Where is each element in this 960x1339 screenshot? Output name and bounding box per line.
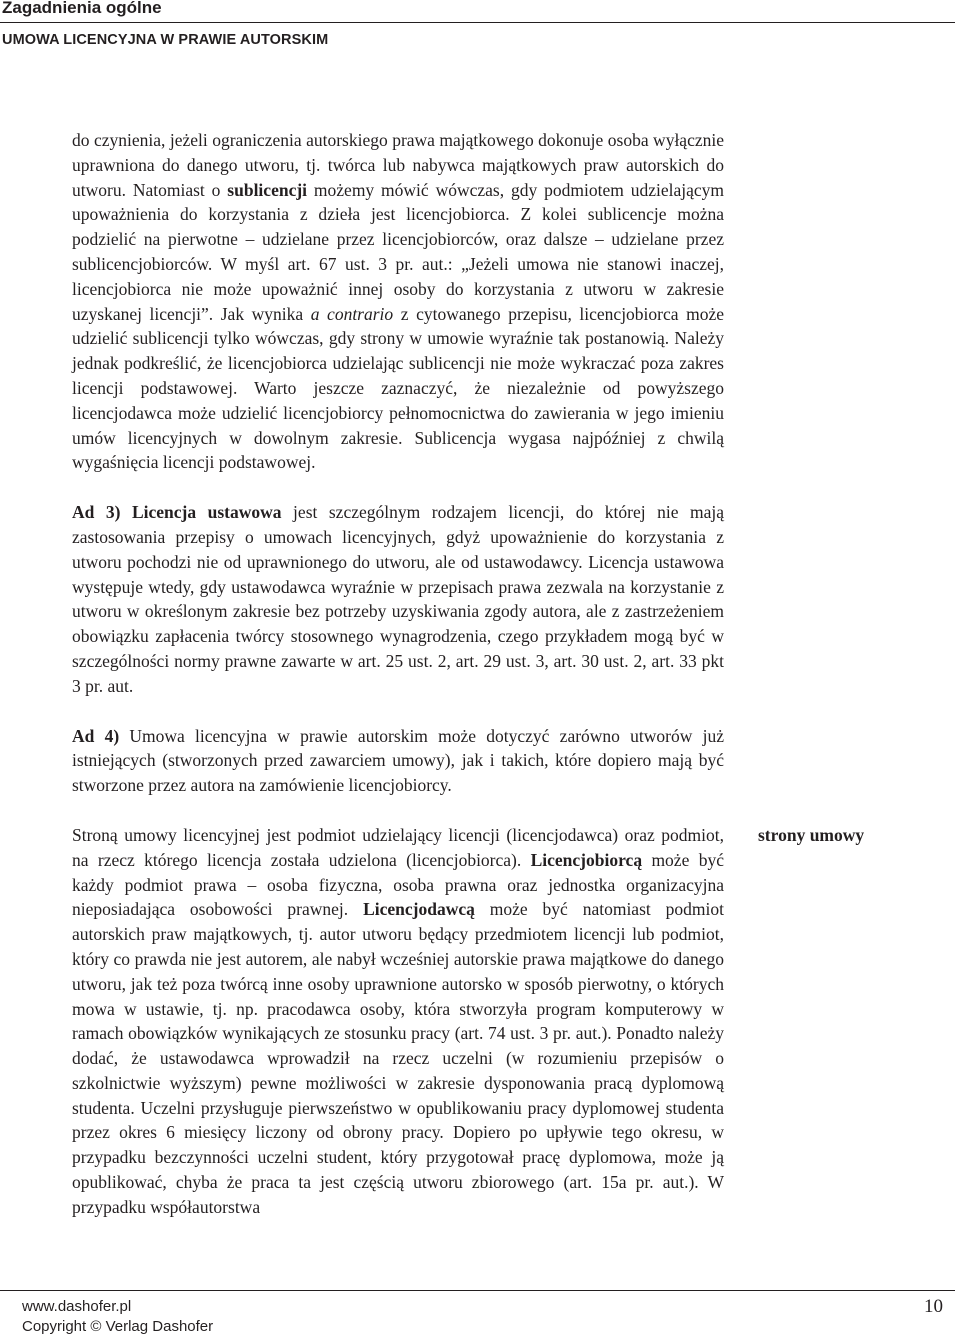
paragraph-strony-umowy: Stroną umowy licencyjnej jest podmiot udzielający licencji (licencjodawca) oraz podmiot, na rzecz którego licencja została udzielona (licencjobiorca). Licencjobiorcą może być każdy podmiot prawa – osoba fizyczna, osoba prawna oraz jednostka organizacyjna nieposiadająca osobowości prawnej. Licencjodawcą może być natomiast podmiot autorskich praw majątkowych, tj. autor utworu będący przedmiotem licencji lub podmiot, który co prawda nie jest autorem, ale nabył wcześniej autorskie prawa majątkowe do danego utworu, jak też poza twórcą inne osoby uprawnione autorsko w sposób pierwotny, o których mowa w ustawie, tj. np. pracodawca osoby, która stworzyła program komputerowy w ramach obowiązków wynikających ze stosunku pracy (art. 74 ust. 3 pr. aut.). Ponadto należy dodać, że ustawodawca wprowadził na rzecz uczelni (w rozumieniu przepisów o szkolnictwie wyższym) pewne możliwości w zakresie dysponowania pracą dyplomową studenta. Uczelni przysługuje pierwszeństwo w opublikowaniu pracy dyplomowej studenta przez okres 6 miesięcy liczony od obrony pracy. Dopiero po upływie tego okresu, w przypadku bezczynności uczelni student, który przygotował pracę dyplomowa, może ją opublikować, chyba że praca ta jest częścią utworu zbiorowego (art. 15a pr. aut.). W przypadku współautorstwa [72, 824, 724, 1217]
footer-rule [0, 1290, 955, 1291]
paragraph-ad-4: Ad 4) Umowa licencyjna w prawie autorskim może dotyczyć zarówno utworów już istniejących (stworzonych przed zawarciem umowy), jak i takich, które dopiero mają być stworzone przez autora na zamówienie licencjobiorcy. [72, 725, 724, 796]
footer-copyright: Copyright © Verlag Dashofer [22, 1318, 214, 1335]
section-title: Zagadnienia ogólne [2, 0, 162, 17]
page-number: 10 [924, 1296, 943, 1317]
chapter-title: UMOWA LICENCYJNA W PRAWIE AUTORSKIM [2, 32, 329, 48]
term-licencjodawca: Licencjodawcą [363, 899, 475, 920]
header-rule [0, 22, 955, 23]
term-licencjobiorca: Licencjobiorcą [530, 849, 643, 870]
footer-url: www.dashofer.pl [22, 1298, 132, 1315]
margin-note: strony umowy [758, 825, 865, 845]
term-ad-4: Ad 4) [72, 725, 120, 746]
term-sublicencji: sublicencji [227, 179, 308, 200]
body-text [72, 128, 724, 1220]
term-licencja-ustawowa: Ad 3) Licencja ustawowa [72, 502, 282, 523]
paragraph-sublicencja: do czynienia, jeżeli ograniczenia autorskiego prawa majątkowego dokonuje osoba wyłącznie uprawniona do danego utworu, tj. twórca lub nabywca majątkowych praw autorskich do utworu. Natomiast o sublicencji możemy mówić wówczas, gdy podmiotem udzielającym upoważnienia do korzystania z dzieła jest licencjobiorca. Z kolei sublicencje można podzielić na pierwotne – udzielane przez licencjobiorców, oraz dalsze – udzielane przez sublicencjobiorców. W myśl art. 67 ust. 3 pr. aut.: „Jeżeli umowa nie stanowi inaczej, licencjobiorca nie może upoważnić innej osoby do korzystania z utworu w zakresie uzyskanej licencji”. Jak wynika a contrario z cytowanego przepisu, licencjobiorca może udzielić sublicencji tylko wówczas, gdy strony w umowie wyraźnie tak postanowią. Należy jednak podkreślić, że licencjobiorca udzielając sublicencji nie może wykraczać poza zakres licencji podstawowej. Warto jeszcze zaznaczyć, że niezależnie od powyższego licencjodawca może udzielić licencjobiorcy pełnomocnictwa do zawierania w jego imieniu umów licencyjnych w dowolnym zakresie. Sublicencja wygasa najpóźniej z chwilą wygaśnięcia licencji podstawowej. [72, 130, 724, 473]
paragraph-licencja-ustawowa: Ad 3) Licencja ustawowa jest szczególnym rodzajem licencji, do której nie mają zastosowania przepisy o umowach licencyjnych, gdyż upoważnienie do korzystania z utworu pochodzi nie od uprawnionego do utworu, ale od ustawodawcy. Licencja ustawowa występuje wtedy, gdy ustawodawca wyraźnie w przepisach prawa zezwala na korzystanie z utworu w określonym zakresie bez potrzeby uzyskiwania zgody autora, ale z zastrzeżeniem obowiązku zapłacenia twórcy stosownego wynagrodzenia, czego przykładem mogą być w szczególności normy prawne zawarte w art. 25 ust. 2, art. 29 ust. 3, art. 30 ust. 2, art. 33 pkt 3 pr. aut. [72, 502, 725, 696]
term-a-contrario: a contrario [310, 303, 394, 324]
